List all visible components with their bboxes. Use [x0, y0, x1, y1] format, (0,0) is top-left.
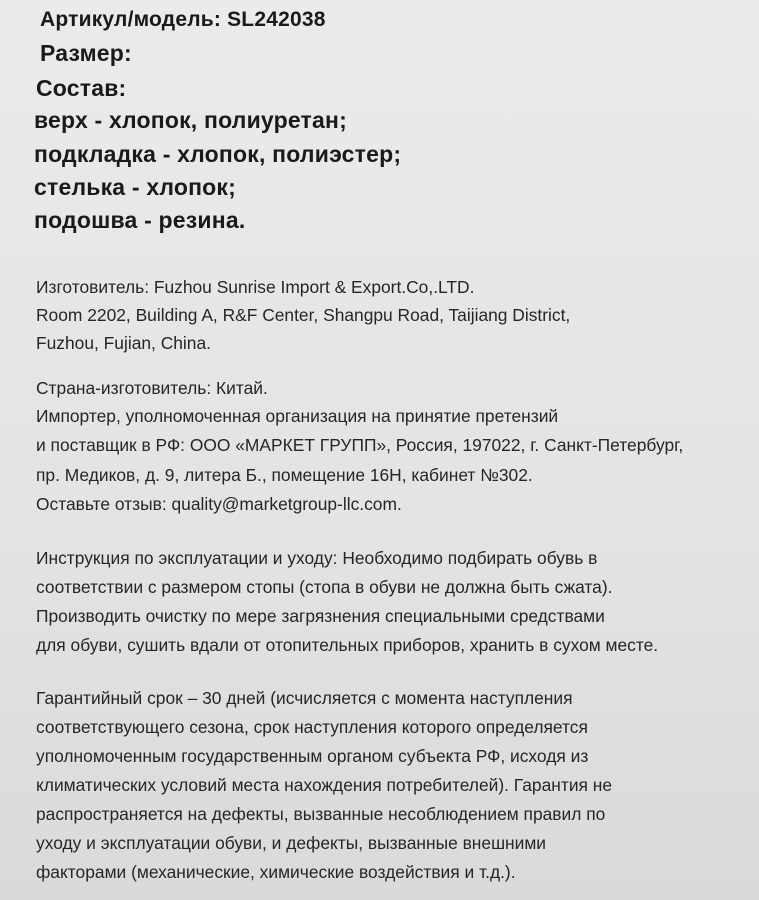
importer-line-2: и поставщик в РФ: ООО «МАРКЕТ ГРУПП», Россия, 197022, г. Санкт-Петербург,: [36, 435, 684, 455]
care-line-2: соответствии с размером стопы (стопа в обуви не должна быть сжата).: [36, 577, 613, 597]
size-line: Размер:: [40, 40, 132, 66]
care-line-1: Инструкция по эксплуатации и уходу: Необходимо подбирать обувь в: [36, 548, 598, 568]
manufacturer-line-1: Изготовитель: Fuzhou Sunrise Import & Export.Co,.LTD.: [36, 277, 475, 297]
warranty-line-3: уполномоченным государственным органом субъекта РФ, исходя из: [36, 746, 589, 766]
importer-line-1: Импортер, уполномоченная организация на принятие претензий: [36, 406, 559, 426]
importer-address-line: пр. Медиков, д. 9, литера Б., помещение 16Н, кабинет №302.: [36, 465, 533, 485]
warranty-line-5: распространяется на дефекты, вызванные несоблюдением правил по: [36, 804, 606, 824]
manufacturer-line-2: Room 2202, Building A, R&F Center, Shangpu Road, Taijiang District,: [36, 305, 571, 325]
feedback-email-line: Оставьте отзыв: quality@marketgroup-llc.com.: [36, 494, 402, 514]
warranty-line-1: Гарантийный срок – 30 дней (исчисляется с момента наступления: [36, 688, 573, 708]
article-line: Артикул/модель: SL242038: [40, 8, 326, 31]
country-of-origin-line: Страна-изготовитель: Китай.: [36, 378, 268, 398]
upper-material-line: верх - хлопок, полиуретан;: [34, 107, 347, 133]
insole-material-line: стелька - хлопок;: [34, 174, 236, 200]
warranty-line-2: соответствующего сезона, срок наступления которого определяется: [36, 717, 588, 737]
lining-material-line: подкладка - хлопок, полиэстер;: [34, 141, 402, 167]
warranty-line-6: уходу и эксплуатации обуви, и дефекты, вызванные внешними: [36, 833, 547, 853]
warranty-line-4: климатических условий места нахождения потребителей). Гарантия не: [36, 775, 613, 795]
manufacturer-line-3: Fuzhou, Fujian, China.: [36, 333, 211, 353]
care-line-4: для обуви, сушить вдали от отопительных приборов, хранить в сухом месте.: [36, 635, 659, 655]
warranty-line-7: факторами (механические, химические воздействия и т.д.).: [36, 862, 516, 882]
composition-line: Состав:: [36, 75, 127, 101]
care-line-3: Производить очистку по мере загрязнения специальными средствами: [36, 606, 605, 626]
sole-material-line: подошва - резина.: [34, 207, 246, 233]
